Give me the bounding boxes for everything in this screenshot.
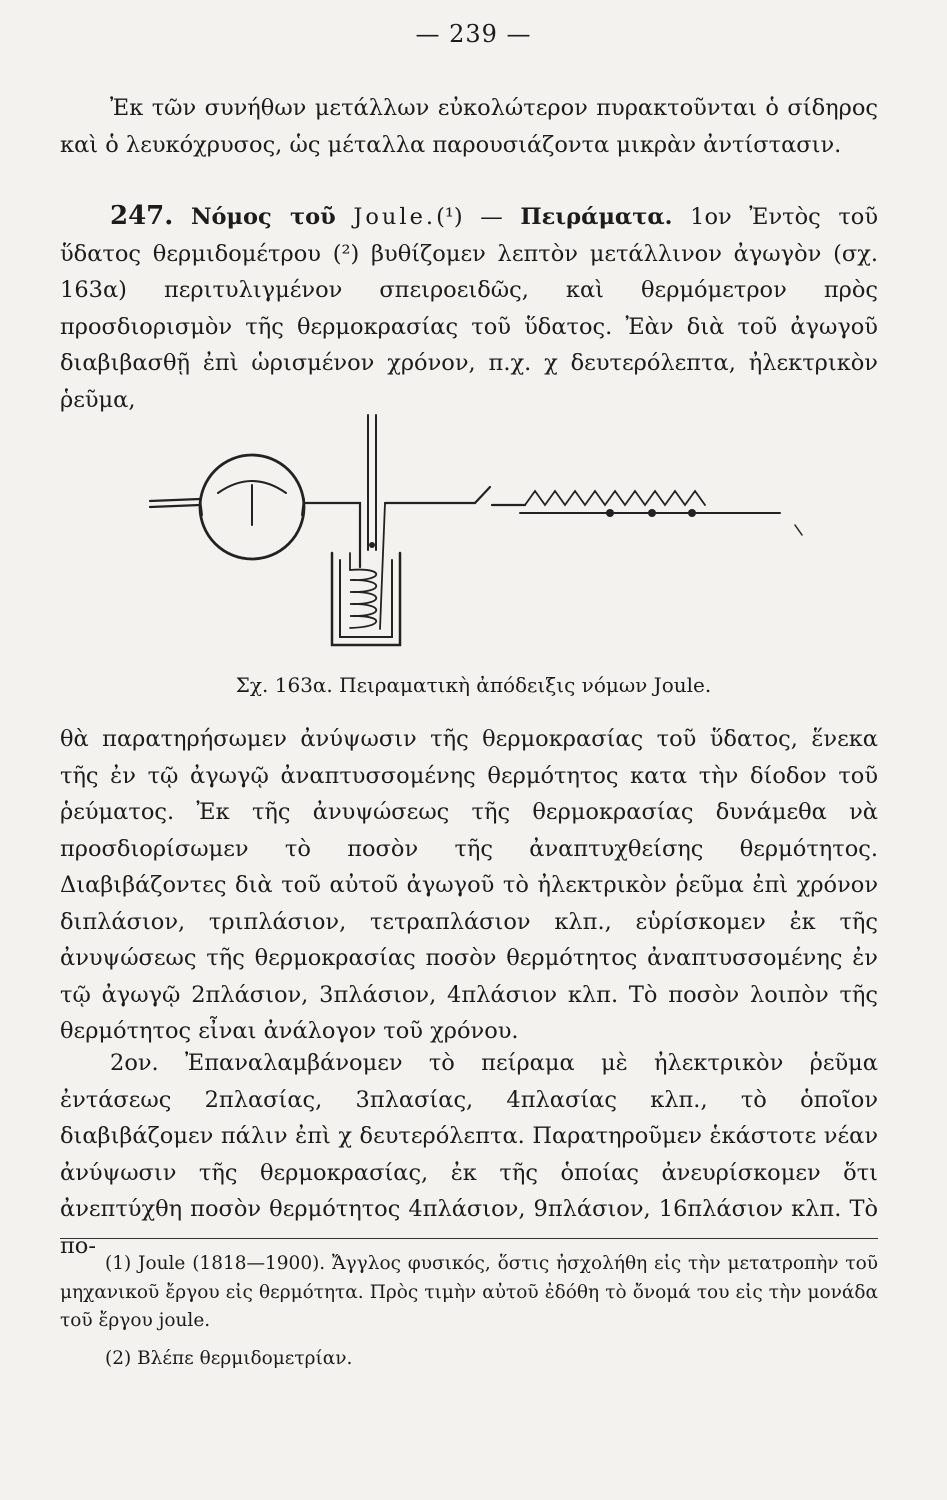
footnote-2: (2) Βλέπε θερμιδομετρίαν. (105, 1348, 353, 1369)
footnote-rule (60, 1238, 878, 1239)
paragraph-experiment-1: θὰ παρατηρήσωμεν ἀνύψωσιν τῆς θερμοκρασίας τοῦ ὕδατος, ἕνεκα τῆς ἐν τῷ ἀγωγῷ ἀναπτυσσομένης θερμότητος κατα τὴν δίοδον τοῦ ῥεύματος. Ἐκ τῆς ἀνυψώσεως τῆς θερμοκρασίας δυνάμεθα νὰ προσδιορίσωμεν τὸ ποσὸν τῆς ἀναπτυχθείσης θερμότητος. Διαβιβάζοντες διὰ τοῦ αὐτοῦ ἀγωγοῦ τὸ ἠλεκτρικὸν ῥεῦμα ἐπὶ χρόνον διπλάσιον, τριπλάσιον, τετραπλάσιον κλπ., εὑρίσκομεν ἐκ τῆς ἀνυψώσεως τῆς θερμοκρασίας ποσὸν θερμότητος ἀναπτυσσομένης ἐν τῷ ἀγωγῷ 2πλάσιον, 3πλάσιον, 4πλάσιον κλπ. Τὸ ποσὸν λοιπὸν τῆς θερμότητος εἶναι ἀνάλογον τοῦ χρόνου. (60, 726, 878, 1044)
paragraph-experiment-2: 2ον. Ἐπαναλαμβάνομεν τὸ πείραμα μὲ ἠλεκτρικὸν ῥεῦμα ἐντάσεως 2πλασίας, 3πλασίας, 4πλασίας κλπ., τὸ ὁποῖον διαβιβάζομεν πάλιν ἐπὶ χ δευτερόλεπτα. Παρατηροῦμεν ἑκάστοτε νέαν ἀνύψωσιν τῆς θερμοκρασίας, ἐκ τῆς ὁποίας ἀνευρίσκομεν ὅτι ἀνεπτύχθη ποσὸν θερμότητος 4πλάσιον, 9πλάσιον, 16πλάσιον κλπ. Τὸ πο- (60, 1050, 878, 1259)
thermometer-bulb (369, 542, 375, 548)
joule-apparatus-figure (140, 395, 820, 680)
figure-caption: Σχ. 163α. Πειραματικὴ ἀπόδειξις νόμων Joule. (235, 673, 712, 697)
section-text: 1ον Ἐντὸς τοῦ ὕδατος θερμιδομέτρου (²) βυθίζομεν λεπτὸν μετάλλινον ἀγωγὸν (σχ. 163α) περιτυλιγμένον σπειροειδῶς, καὶ θερμόμετρον πρὸς προσδιορισμὸν τῆς θερμοκρασίας τοῦ ὕδατος. Ἐὰν διὰ τοῦ ἀγωγοῦ διαβιβασθῇ ἐπὶ ὡρισμένον χρόνον, π.χ. χ δευτερόλεπτα, ἠλεκτρικὸν ῥεῦμα, (60, 204, 879, 413)
section-number: 247. (110, 201, 174, 231)
rheostat-rail-end (795, 525, 802, 535)
page-number: — 239 — (415, 20, 532, 48)
rheostat-contact (606, 509, 614, 517)
section-title-name: Joule. (353, 204, 437, 230)
calorimeter-inner-vessel (340, 560, 392, 637)
calorimeter-outer-vessel (332, 553, 400, 645)
footnote-ref-1: (¹) (436, 204, 463, 230)
section-247-paragraph (60, 198, 878, 418)
thermometer-tube (368, 415, 376, 550)
heating-coil (350, 570, 376, 628)
section-title: Νόμος τοῦ (190, 204, 336, 230)
left-lead-wire (150, 499, 200, 507)
coil-lead-left (350, 553, 360, 570)
title-dash: — (462, 204, 521, 230)
rheostat-contact (688, 509, 696, 517)
paragraph-intro: Ἐκ τῶν συνήθων μετάλλων εὐκολώτερον πυρακτοῦνται ὁ σίδηρος καὶ ὁ λευκόχρυσος, ὡς μέταλλα παρουσιάζοντα μικρὰν ἀντίστασιν. (60, 95, 878, 158)
switch-wire (385, 487, 490, 503)
coil-lead-right (380, 503, 385, 629)
rheostat-zigzag (525, 491, 705, 505)
footnote-1: (1) Joule (1818—1900). Ἄγγλος φυσικός, ὅστις ἠσχολήθη εἰς τὴν μετατροπὴν τοῦ μηχανικοῦ ἔργου εἰς θερμότητα. Πρὸς τιμὴν αὐτοῦ ἐδόθη τὸ ὄνομά του εἰς τὴν μονάδα τοῦ ἔργου joule. (60, 1253, 878, 1331)
section-subtitle: Πειράματα. (520, 204, 673, 230)
rheostat-contact (648, 509, 656, 517)
